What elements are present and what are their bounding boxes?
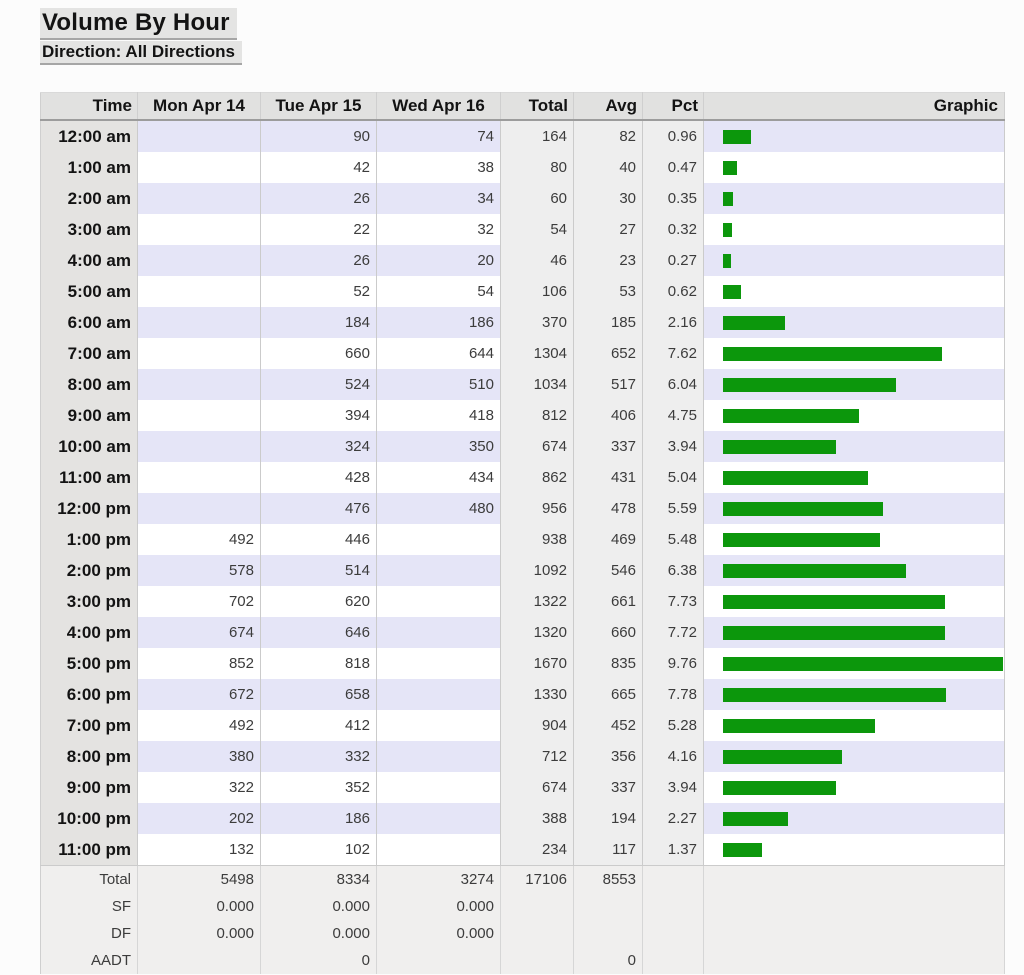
mon-cell [138, 431, 261, 462]
table-row [41, 803, 1005, 834]
time-cell: 8:00 am [41, 369, 138, 400]
time-cell: 4:00 pm [41, 617, 138, 648]
volume-bar [723, 502, 883, 516]
mon-cell [138, 276, 261, 307]
total-cell: 1320 [501, 617, 574, 648]
wed-cell [377, 524, 501, 555]
total-cell: 1304 [501, 338, 574, 369]
wed-cell: 350 [377, 431, 501, 462]
mon-cell [138, 183, 261, 214]
mon-cell [138, 245, 261, 276]
time-cell: 2:00 am [41, 183, 138, 214]
table-row [41, 617, 1005, 648]
mon-cell: 5498 [138, 866, 261, 894]
time-cell: 9:00 am [41, 400, 138, 431]
time-cell: 9:00 pm [41, 772, 138, 803]
mon-cell [138, 400, 261, 431]
volume-bar [723, 657, 1003, 671]
tue-cell: 394 [261, 400, 377, 431]
volume-by-hour-table [40, 92, 1005, 974]
avg-cell: 27 [574, 214, 643, 245]
wed-cell: 74 [377, 120, 501, 152]
tue-cell: 446 [261, 524, 377, 555]
avg-cell: 478 [574, 493, 643, 524]
mon-cell: 202 [138, 803, 261, 834]
avg-cell: 82 [574, 120, 643, 152]
mon-cell: 0.000 [138, 920, 261, 947]
wed-cell [377, 772, 501, 803]
wed-cell: 3274 [377, 866, 501, 894]
volume-bar [723, 285, 741, 299]
avg-cell: 652 [574, 338, 643, 369]
wed-cell: 0.000 [377, 893, 501, 920]
table-row [41, 834, 1005, 866]
table-row [41, 245, 1005, 276]
volume-bar [723, 254, 731, 268]
volume-bar [723, 347, 942, 361]
graphic-cell [704, 866, 1005, 894]
tue-cell: 352 [261, 772, 377, 803]
tue-cell: 184 [261, 307, 377, 338]
table-header [41, 93, 1005, 121]
graphic-cell [704, 803, 1005, 834]
wed-cell: 54 [377, 276, 501, 307]
tue-cell: 324 [261, 431, 377, 462]
table-row [41, 524, 1005, 555]
graphic-cell [704, 183, 1005, 214]
footer-row [41, 947, 1005, 974]
pct-cell: 3.94 [643, 431, 704, 462]
time-cell: 7:00 am [41, 338, 138, 369]
graphic-cell [704, 947, 1005, 974]
wed-cell: 418 [377, 400, 501, 431]
total-cell: 17106 [501, 866, 574, 894]
volume-bar [723, 440, 836, 454]
graphic-cell [704, 120, 1005, 152]
mon-cell [138, 120, 261, 152]
graphic-cell [704, 214, 1005, 245]
volume-bar [723, 471, 868, 485]
table-row [41, 679, 1005, 710]
table-row [41, 369, 1005, 400]
time-cell: 11:00 pm [41, 834, 138, 866]
footer-row [41, 920, 1005, 947]
time-cell: 6:00 pm [41, 679, 138, 710]
table-row [41, 710, 1005, 741]
avg-cell: 23 [574, 245, 643, 276]
pct-cell: 0.27 [643, 245, 704, 276]
volume-bar [723, 719, 875, 733]
wed-cell [377, 834, 501, 866]
mon-cell [138, 214, 261, 245]
col-header-time: Time [41, 93, 138, 121]
pct-cell: 7.72 [643, 617, 704, 648]
pct-cell: 0.96 [643, 120, 704, 152]
col-header-wed: Wed Apr 16 [377, 93, 501, 121]
avg-cell [574, 893, 643, 920]
tue-cell: 660 [261, 338, 377, 369]
col-header-mon: Mon Apr 14 [138, 93, 261, 121]
volume-bar [723, 223, 732, 237]
mon-cell [138, 462, 261, 493]
total-cell: 712 [501, 741, 574, 772]
tue-cell: 0.000 [261, 893, 377, 920]
tue-cell: 332 [261, 741, 377, 772]
pct-cell [643, 947, 704, 974]
time-cell: 4:00 am [41, 245, 138, 276]
pct-cell: 0.47 [643, 152, 704, 183]
table-row [41, 120, 1005, 152]
avg-cell: 431 [574, 462, 643, 493]
pct-cell: 7.73 [643, 586, 704, 617]
table-row [41, 493, 1005, 524]
graphic-cell [704, 893, 1005, 920]
volume-bar [723, 378, 896, 392]
table-row [41, 400, 1005, 431]
volume-bar [723, 595, 945, 609]
mon-cell [138, 493, 261, 524]
wed-cell [377, 648, 501, 679]
volume-bar [723, 781, 836, 795]
col-header-tue: Tue Apr 15 [261, 93, 377, 121]
tue-cell: 428 [261, 462, 377, 493]
time-cell: 1:00 pm [41, 524, 138, 555]
graphic-cell [704, 307, 1005, 338]
pct-cell [643, 866, 704, 894]
volume-bar [723, 409, 859, 423]
tue-cell: 42 [261, 152, 377, 183]
wed-cell [377, 947, 501, 974]
col-header-graphic: Graphic [704, 93, 1005, 121]
graphic-cell [704, 586, 1005, 617]
pct-cell: 5.48 [643, 524, 704, 555]
total-cell: 938 [501, 524, 574, 555]
total-cell: 812 [501, 400, 574, 431]
tue-cell: 90 [261, 120, 377, 152]
avg-cell: 835 [574, 648, 643, 679]
total-cell: 674 [501, 431, 574, 462]
graphic-cell [704, 493, 1005, 524]
pct-cell: 9.76 [643, 648, 704, 679]
pct-cell: 6.04 [643, 369, 704, 400]
wed-cell [377, 679, 501, 710]
mon-cell: 672 [138, 679, 261, 710]
mon-cell: 492 [138, 710, 261, 741]
tue-cell: 818 [261, 648, 377, 679]
time-cell: 10:00 am [41, 431, 138, 462]
tue-cell: 8334 [261, 866, 377, 894]
table-row [41, 338, 1005, 369]
total-cell [501, 893, 574, 920]
footer-label-cell: Total [41, 866, 138, 894]
total-cell: 106 [501, 276, 574, 307]
table-footer [41, 866, 1005, 975]
table-row [41, 183, 1005, 214]
table-body [41, 120, 1005, 866]
total-cell: 1092 [501, 555, 574, 586]
pct-cell: 4.16 [643, 741, 704, 772]
avg-cell: 185 [574, 307, 643, 338]
volume-bar [723, 564, 906, 578]
pct-cell [643, 893, 704, 920]
volume-bar [723, 812, 788, 826]
avg-cell: 517 [574, 369, 643, 400]
wed-cell: 434 [377, 462, 501, 493]
mon-cell [138, 152, 261, 183]
time-cell: 12:00 pm [41, 493, 138, 524]
graphic-cell [704, 710, 1005, 741]
pct-cell: 2.27 [643, 803, 704, 834]
tue-cell: 658 [261, 679, 377, 710]
tue-cell: 412 [261, 710, 377, 741]
tue-cell: 102 [261, 834, 377, 866]
volume-bar [723, 626, 945, 640]
graphic-cell [704, 338, 1005, 369]
avg-cell: 469 [574, 524, 643, 555]
total-cell: 60 [501, 183, 574, 214]
total-cell [501, 947, 574, 974]
tue-cell: 22 [261, 214, 377, 245]
graphic-cell [704, 276, 1005, 307]
footer-label-cell: DF [41, 920, 138, 947]
table-row [41, 648, 1005, 679]
total-cell: 234 [501, 834, 574, 866]
mon-cell: 674 [138, 617, 261, 648]
total-cell: 388 [501, 803, 574, 834]
time-cell: 11:00 am [41, 462, 138, 493]
table-row [41, 152, 1005, 183]
time-cell: 6:00 am [41, 307, 138, 338]
mon-cell [138, 338, 261, 369]
avg-cell: 356 [574, 741, 643, 772]
graphic-cell [704, 524, 1005, 555]
total-cell: 1330 [501, 679, 574, 710]
time-cell: 5:00 pm [41, 648, 138, 679]
graphic-cell [704, 920, 1005, 947]
wed-cell [377, 710, 501, 741]
footer-label-cell: AADT [41, 947, 138, 974]
graphic-cell [704, 741, 1005, 772]
total-cell: 46 [501, 245, 574, 276]
avg-cell: 40 [574, 152, 643, 183]
wed-cell: 34 [377, 183, 501, 214]
volume-bar [723, 130, 751, 144]
wed-cell: 510 [377, 369, 501, 400]
subtitle-row [40, 41, 1010, 65]
total-cell: 164 [501, 120, 574, 152]
pct-cell: 6.38 [643, 555, 704, 586]
graphic-cell [704, 431, 1005, 462]
total-cell: 862 [501, 462, 574, 493]
mon-cell [138, 369, 261, 400]
avg-cell: 665 [574, 679, 643, 710]
avg-cell: 661 [574, 586, 643, 617]
avg-cell: 546 [574, 555, 643, 586]
avg-cell: 8553 [574, 866, 643, 894]
avg-cell: 194 [574, 803, 643, 834]
mon-cell: 0.000 [138, 893, 261, 920]
page-subtitle: Direction: All Directions [40, 41, 242, 65]
wed-cell [377, 555, 501, 586]
tue-cell: 476 [261, 493, 377, 524]
tue-cell: 26 [261, 245, 377, 276]
total-cell: 674 [501, 772, 574, 803]
total-cell: 54 [501, 214, 574, 245]
graphic-cell [704, 245, 1005, 276]
graphic-cell [704, 679, 1005, 710]
time-cell: 5:00 am [41, 276, 138, 307]
wed-cell: 32 [377, 214, 501, 245]
total-cell: 1322 [501, 586, 574, 617]
time-cell: 2:00 pm [41, 555, 138, 586]
avg-cell: 452 [574, 710, 643, 741]
mon-cell: 852 [138, 648, 261, 679]
mon-cell [138, 307, 261, 338]
wed-cell: 644 [377, 338, 501, 369]
volume-bar [723, 750, 842, 764]
wed-cell: 480 [377, 493, 501, 524]
total-cell: 80 [501, 152, 574, 183]
table-row [41, 586, 1005, 617]
avg-cell: 406 [574, 400, 643, 431]
header-row [41, 93, 1005, 121]
wed-cell [377, 586, 501, 617]
graphic-cell [704, 462, 1005, 493]
footer-row [41, 866, 1005, 894]
tue-cell: 646 [261, 617, 377, 648]
title-row [40, 8, 1010, 40]
total-cell: 956 [501, 493, 574, 524]
mon-cell: 322 [138, 772, 261, 803]
time-cell: 1:00 am [41, 152, 138, 183]
volume-bar [723, 688, 946, 702]
mon-cell: 132 [138, 834, 261, 866]
time-cell: 12:00 am [41, 120, 138, 152]
graphic-cell [704, 555, 1005, 586]
pct-cell: 5.59 [643, 493, 704, 524]
table-row [41, 307, 1005, 338]
table-row [41, 214, 1005, 245]
wed-cell: 38 [377, 152, 501, 183]
footer-row [41, 893, 1005, 920]
table-row [41, 772, 1005, 803]
graphic-cell [704, 772, 1005, 803]
wed-cell: 20 [377, 245, 501, 276]
col-header-total: Total [501, 93, 574, 121]
pct-cell: 0.32 [643, 214, 704, 245]
avg-cell: 337 [574, 772, 643, 803]
avg-cell: 30 [574, 183, 643, 214]
wed-cell: 186 [377, 307, 501, 338]
volume-bar [723, 316, 785, 330]
wed-cell [377, 617, 501, 648]
volume-bar [723, 533, 880, 547]
pct-cell: 7.62 [643, 338, 704, 369]
total-cell: 904 [501, 710, 574, 741]
graphic-cell [704, 834, 1005, 866]
total-cell [501, 920, 574, 947]
total-cell: 1034 [501, 369, 574, 400]
page-title: Volume By Hour [40, 8, 237, 40]
pct-cell [643, 920, 704, 947]
volume-bar [723, 192, 733, 206]
total-cell: 1670 [501, 648, 574, 679]
tue-cell: 514 [261, 555, 377, 586]
wed-cell [377, 741, 501, 772]
tue-cell: 26 [261, 183, 377, 214]
footer-label-cell: SF [41, 893, 138, 920]
avg-cell: 337 [574, 431, 643, 462]
tue-cell: 0 [261, 947, 377, 974]
avg-cell: 53 [574, 276, 643, 307]
pct-cell: 3.94 [643, 772, 704, 803]
volume-bar [723, 843, 762, 857]
mon-cell: 492 [138, 524, 261, 555]
graphic-cell [704, 369, 1005, 400]
graphic-cell [704, 152, 1005, 183]
tue-cell: 186 [261, 803, 377, 834]
mon-cell [138, 947, 261, 974]
mon-cell: 702 [138, 586, 261, 617]
pct-cell: 5.04 [643, 462, 704, 493]
pct-cell: 2.16 [643, 307, 704, 338]
wed-cell [377, 803, 501, 834]
graphic-cell [704, 400, 1005, 431]
table-row [41, 555, 1005, 586]
mon-cell: 578 [138, 555, 261, 586]
avg-cell: 660 [574, 617, 643, 648]
pct-cell: 7.78 [643, 679, 704, 710]
wed-cell: 0.000 [377, 920, 501, 947]
time-cell: 3:00 pm [41, 586, 138, 617]
tue-cell: 620 [261, 586, 377, 617]
mon-cell: 380 [138, 741, 261, 772]
col-header-avg: Avg [574, 93, 643, 121]
time-cell: 7:00 pm [41, 710, 138, 741]
graphic-cell [704, 617, 1005, 648]
avg-cell [574, 920, 643, 947]
pct-cell: 4.75 [643, 400, 704, 431]
avg-cell: 0 [574, 947, 643, 974]
volume-bar [723, 161, 737, 175]
table-row [41, 462, 1005, 493]
pct-cell: 5.28 [643, 710, 704, 741]
pct-cell: 1.37 [643, 834, 704, 866]
graphic-cell [704, 648, 1005, 679]
pct-cell: 0.62 [643, 276, 704, 307]
tue-cell: 52 [261, 276, 377, 307]
pct-cell: 0.35 [643, 183, 704, 214]
time-cell: 10:00 pm [41, 803, 138, 834]
col-header-pct: Pct [643, 93, 704, 121]
tue-cell: 0.000 [261, 920, 377, 947]
tue-cell: 524 [261, 369, 377, 400]
table-row [41, 741, 1005, 772]
total-cell: 370 [501, 307, 574, 338]
time-cell: 3:00 am [41, 214, 138, 245]
avg-cell: 117 [574, 834, 643, 866]
table-row [41, 276, 1005, 307]
time-cell: 8:00 pm [41, 741, 138, 772]
table-row [41, 431, 1005, 462]
